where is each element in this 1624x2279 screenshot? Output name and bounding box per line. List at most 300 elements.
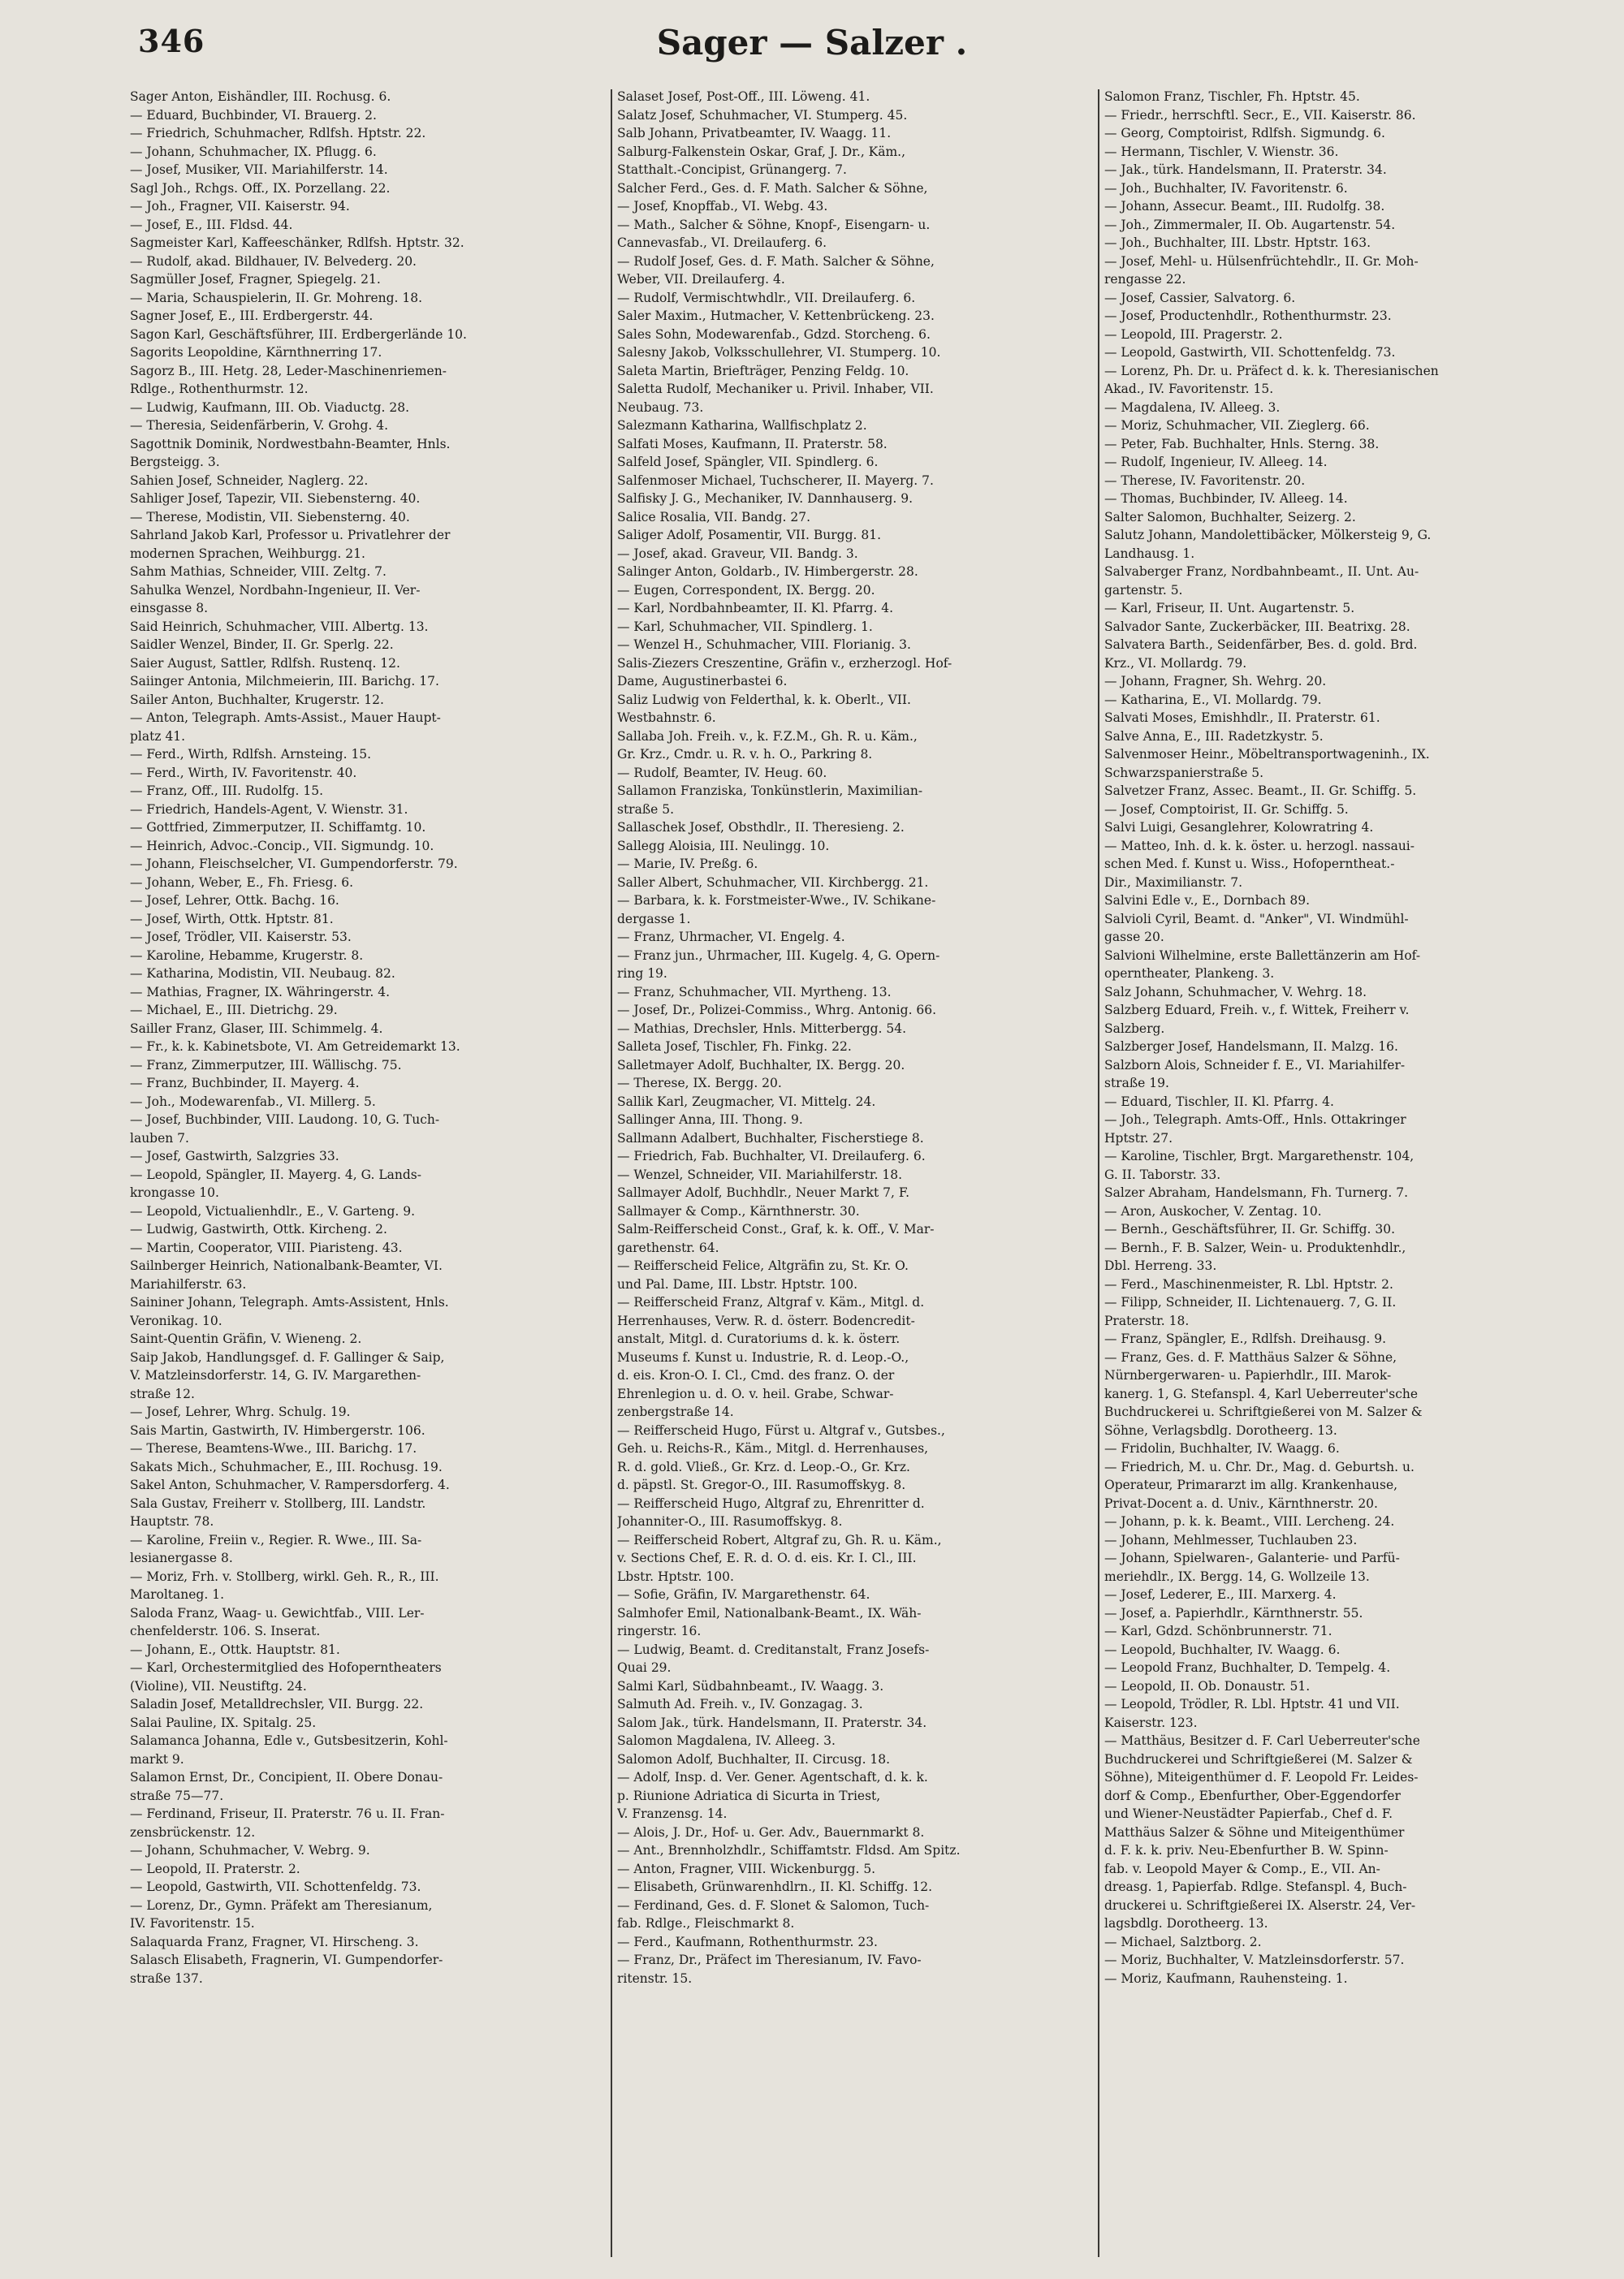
columns (130, 88, 1494, 2264)
directory-entry: Bergsteigg. 3. (130, 455, 220, 469)
directory-entry: Geh. u. Reichs-R., Käm., Mitgl. d. Herrenhauses, (617, 1441, 929, 1456)
directory-entry: zenbergstraße 14. (617, 1405, 734, 1419)
directory-entry: Sallmayer Adolf, Buchhdlr., Neuer Markt 7, F. (617, 1185, 910, 1200)
directory-entry: Sallik Karl, Zeugmacher, VI. Mittelg. 24. (617, 1094, 876, 1109)
directory-entry: — Johann, Assecur. Beamt., III. Rudolfg. 38. (1104, 199, 1385, 214)
directory-entry: — Friedrich, Fab. Buchhalter, VI. Dreilauferg. 6. (617, 1149, 926, 1163)
directory-entry: — Heinrich, Advoc.-Concip., VII. Sigmundg. 10. (130, 838, 434, 853)
directory-entry: — Johann, Spielwaren-, Galanterie- und Parfü- (1104, 1551, 1400, 1565)
directory-entry: Sahrland Jakob Karl, Professor u. Privatlehrer der (130, 528, 451, 542)
directory-entry: Neubaug. 73. (617, 399, 704, 415)
directory-entry: gasse 20. (1104, 930, 1164, 944)
directory-entry: — Leopold, II. Ob. Donaustr. 51. (1104, 1678, 1311, 1694)
directory-entry: Salfisky J. G., Mechaniker, IV. Dannhauserg. 9. (617, 491, 914, 506)
column-left (130, 88, 577, 2264)
directory-entry: — Leopold, Gastwirth, VII. Schottenfeldg. 73. (1104, 345, 1396, 360)
directory-entry: — Mathias, Fragner, IX. Währingerstr. 4. (130, 984, 391, 999)
directory-entry: ritenstr. 15. (617, 1970, 693, 1986)
directory-entry: — Aron, Auskocher, V. Zentag. 10. (1104, 1203, 1322, 1219)
directory-entry: markt 9. (130, 1751, 184, 1767)
directory-entry: Saller Albert, Schuhmacher, VII. Kirchbergg. 21. (617, 874, 929, 890)
directory-entry: fab. Rdlge., Fleischmarkt 8. (617, 1916, 795, 1931)
directory-entry: — Franz, Spängler, E., Rdlfsh. Dreihausg. 9. (1104, 1332, 1387, 1346)
directory-entry: lauben 7. (130, 1130, 189, 1146)
directory-entry: Saliger Adolf, Posamentir, VII. Burgg. 81. (617, 528, 882, 542)
directory-entry: Saloda Franz, Waag- u. Gewichtfab., VIII. Ler- (130, 1605, 425, 1621)
directory-entry: Saladin Josef, Metalldrechsler, VII. Burgg. 22. (130, 1697, 424, 1711)
directory-entry: Lbstr. Hptstr. 100. (617, 1569, 734, 1584)
directory-entry: Sallegg Aloisia, III. Neulingg. 10. (617, 838, 830, 853)
directory-entry: — Johann, E., Ottk. Hauptstr. 81. (130, 1642, 340, 1657)
page-number: 346 (138, 23, 205, 59)
directory-entry: — Moriz, Buchhalter, V. Matzleinsdorferstr. 57. (1104, 1953, 1405, 1967)
directory-entry: straße 137. (130, 1970, 203, 1986)
directory-entry: gartenstr. 5. (1104, 582, 1183, 598)
directory-entry: — Joh., Telegraph. Amts-Off., Hnls. Ottakringer (1104, 1112, 1406, 1127)
directory-entry: Sager Anton, Eishändler, III. Rochusg. 6. (130, 89, 391, 104)
directory-entry: — Friedrich, M. u. Chr. Dr., Mag. d. Geburtsh. u. (1104, 1459, 1415, 1474)
column-right (1104, 88, 1551, 2264)
directory-entry: — Joh., Buchhalter, III. Lbstr. Hptstr. 163. (1104, 235, 1371, 250)
directory-entry: — Fr., k. k. Kabinetsbote, VI. Am Getreidemarkt 13. (130, 1039, 460, 1054)
directory-entry: — Johann, Schuhmacher, V. Webrg. 9. (130, 1843, 370, 1858)
directory-entry: — Leopold, II. Praterstr. 2. (130, 1861, 300, 1876)
directory-entry: — Joh., Zimmermaler, II. Ob. Augartenstr. 54. (1104, 217, 1396, 232)
directory-entry: Salzberg. (1104, 1021, 1165, 1036)
directory-entry: — Ludwig, Gastwirth, Ottk. Kircheng. 2. (130, 1222, 387, 1237)
directory-entry: — Friedrich, Schuhmacher, Rdlfsh. Hptstr. 22. (130, 126, 426, 140)
directory-entry: — Eduard, Tischler, II. Kl. Pfarrg. 4. (1104, 1094, 1334, 1109)
directory-entry: — Karoline, Tischler, Brgt. Margarethenstr. 104, (1104, 1149, 1415, 1163)
directory-entry: — Anton, Telegraph. Amts-Assist., Mauer Haupt- (130, 710, 441, 725)
directory-entry: — Johann, Mehlmesser, Tuchlauben 23. (1104, 1532, 1358, 1547)
column-middle (617, 88, 1064, 2264)
directory-entry: Salvetzer Franz, Assec. Beamt., II. Gr. Schiffg. 5. (1104, 783, 1417, 798)
directory-entry: — Bernh., F. B. Salzer, Wein- u. Produktenhdlr., (1104, 1240, 1406, 1255)
directory-entry: einsgasse 8. (130, 601, 209, 615)
directory-entry: — Barbara, k. k. Forstmeister-Wwe., IV. Schikane- (617, 893, 936, 908)
directory-entry: Salfenmoser Michael, Tuchscherer, II. Mayerg. 7. (617, 473, 934, 488)
directory-entry: — Ferd., Maschinenmeister, R. Lbl. Hptstr. 2. (1104, 1276, 1393, 1292)
directory-entry: Salletmayer Adolf, Buchhalter, IX. Bergg. 20. (617, 1057, 905, 1073)
directory-entry: Saidler Wenzel, Binder, II. Gr. Sperlg. 22. (130, 637, 394, 652)
directory-entry: — Karl, Nordbahnbeamter, II. Kl. Pfarrg. 4. (617, 601, 894, 615)
directory-entry: — Rudolf, Ingenieur, IV. Alleeg. 14. (1104, 455, 1328, 469)
directory-entry: straße 12. (130, 1386, 195, 1401)
directory-entry: Sagl Joh., Rchgs. Off., IX. Porzellang. 22. (130, 180, 391, 196)
directory-entry: — Josef, Mehl- u. Hülsenfrüchtehdlr., II. Gr. Moh- (1104, 253, 1419, 269)
directory-entry: — Johann, Fragner, Sh. Wehrg. 20. (1104, 674, 1327, 688)
directory-entry: Saier August, Sattler, Rdlfsh. Rustenq. 12. (130, 655, 400, 671)
directory-entry: (Violine), VII. Neustiftg. 24. (130, 1678, 307, 1694)
directory-entry: Sagottnik Dominik, Nordwestbahn-Beamter, Hnls. (130, 436, 451, 451)
directory-entry: Salai Pauline, IX. Spitalg. 25. (130, 1715, 317, 1730)
directory-entry: — Theresia, Seidenfärberin, V. Grohg. 4. (130, 418, 389, 433)
directory-entry: fab. v. Leopold Mayer & Comp., E., VII. An- (1104, 1861, 1380, 1876)
directory-entry: — Thomas, Buchbinder, IV. Alleeg. 14. (1104, 491, 1348, 506)
directory-entry: — Gottfried, Zimmerputzer, II. Schiffamtg. 10. (130, 820, 426, 835)
directory-entry: Museums f. Kunst u. Industrie, R. d. Leop.-O., (617, 1349, 909, 1365)
directory-entry: — Ludwig, Kaufmann, III. Ob. Viaductg. 28. (130, 399, 409, 415)
directory-entry: Salcher Ferd., Ges. d. F. Math. Salcher & Söhne, (617, 180, 928, 196)
directory-entry: d. eis. Kron-O. I. Cl., Cmd. des franz. O. der (617, 1368, 895, 1383)
directory-entry: Sahien Josef, Schneider, Naglerg. 22. (130, 473, 369, 488)
directory-entry: Salzberg Eduard, Freih. v., f. Wittek, Freiherr v. (1104, 1003, 1410, 1017)
directory-entry: Saip Jakob, Handlungsgef. d. F. Gallinger & Saip, (130, 1349, 445, 1365)
directory-entry: Dir., Maximilianstr. 7. (1104, 874, 1243, 890)
directory-entry: — Josef, Buchbinder, VIII. Laudong. 10, G. Tuch- (130, 1112, 440, 1127)
directory-entry: Salvioli Cyril, Beamt. d. "Anker", VI. Windmühl- (1104, 911, 1409, 926)
directory-entry: Dame, Augustinerbastei 6. (617, 674, 788, 688)
directory-entry: R. d. gold. Vließ., Gr. Krz. d. Leop.-O., Gr. Krz. (617, 1459, 910, 1474)
directory-entry: anstalt, Mitgl. d. Curatoriums d. k. k. österr. (617, 1332, 901, 1346)
directory-entry: modernen Sprachen, Weihburgg. 21. (130, 546, 365, 561)
directory-entry: — Johann, Schuhmacher, IX. Pflugg. 6. (130, 144, 377, 159)
directory-entry: — Georg, Comptoirist, Rdlfsh. Sigmundg. 6. (1104, 126, 1385, 140)
directory-entry: — Johann, Fleischselcher, VI. Gumpendorferstr. 79. (130, 857, 458, 871)
directory-entry: lagsbdlg. Dorotheerg. 13. (1104, 1916, 1268, 1931)
directory-entry: — Sofie, Gräfin, IV. Margarethenstr. 64. (617, 1587, 870, 1602)
directory-entry: — Karl, Friseur, II. Unt. Augartenstr. 5. (1104, 601, 1355, 615)
directory-entry: — Franz, Ges. d. F. Matthäus Salzer & Söhne, (1104, 1349, 1397, 1365)
directory-entry: dergasse 1. (617, 911, 691, 926)
directory-entry: lesianergasse 8. (130, 1551, 233, 1565)
directory-entry: — Rudolf, Vermischtwhdlr., VII. Dreilauferg. 6. (617, 290, 916, 305)
directory-entry: operntheater, Plankeng. 3. (1104, 966, 1275, 981)
directory-entry: — Matteo, Inh. d. k. k. öster. u. herzogl. nassaui- (1104, 838, 1415, 853)
directory-entry: platz 41. (130, 728, 186, 744)
directory-entry: p. Riunione Adriatica di Sicurta in Triest, (617, 1788, 881, 1803)
directory-entry: Salfeld Josef, Spängler, VII. Spindlerg. 6. (617, 455, 879, 469)
directory-entry: — Josef, Productenhdlr., Rothenthurmstr. 23. (1104, 309, 1392, 323)
directory-entry: Hptstr. 27. (1104, 1130, 1173, 1146)
directory-entry: Statthalt.-Concipist, Grünangerg. 7. (617, 162, 847, 177)
directory-entry: Salmhofer Emil, Nationalbank-Beamt., IX. Wäh- (617, 1605, 922, 1621)
directory-entry: — Lorenz, Dr., Gymn. Präfekt am Theresianum, (130, 1897, 433, 1913)
directory-entry: — Michael, Salztborg. 2. (1104, 1934, 1262, 1949)
directory-entry: meriehdlr., IX. Bergg. 14, G. Wollzeile 13. (1104, 1569, 1370, 1584)
directory-entry: — Josef, E., III. Fldsd. 44. (130, 217, 293, 232)
directory-entry: — Josef, Dr., Polizei-Commiss., Whrg. Antonig. 66. (617, 1003, 937, 1017)
directory-entry: — Karl, Schuhmacher, VII. Spindlerg. 1. (617, 619, 873, 634)
directory-entry: Salvador Sante, Zuckerbäcker, III. Beatrixg. 28. (1104, 619, 1410, 634)
directory-entry: Salvioni Wilhelmine, erste Ballettänzerin am Hof- (1104, 947, 1421, 963)
directory-entry: straße 75—77. (130, 1788, 224, 1803)
directory-entry: Sala Gustav, Freiherr v. Stollberg, III. Landstr. (130, 1496, 426, 1511)
directory-entry: Sallamon Franziska, Tonkünstlerin, Maximilian- (617, 783, 923, 798)
directory-entry: Operateur, Primararzt im allg. Krankenhause, (1104, 1478, 1398, 1492)
directory-entry: Söhne), Miteigenthümer d. F. Leopold Fr. Leides- (1104, 1770, 1419, 1785)
directory-entry: — Josef, Trödler, VII. Kaiserstr. 53. (130, 930, 352, 944)
directory-entry: Mariahilferstr. 63. (130, 1276, 247, 1292)
directory-entry: Salzberger Josef, Handelsmann, II. Malzg. 16. (1104, 1039, 1398, 1054)
directory-entry: Gr. Krz., Cmdr. u. R. v. h. O., Parkring 8. (617, 747, 873, 762)
directory-entry: V. Matzleinsdorferstr. 14, G. IV. Margarethen- (130, 1368, 421, 1383)
directory-entry: — Moriz, Frh. v. Stollberg, wirkl. Geh. R., R., III. (130, 1569, 439, 1584)
directory-entry: kanerg. 1, G. Stefanspl. 4, Karl Ueberreuter'sche (1104, 1386, 1419, 1401)
directory-entry: — Mathias, Drechsler, Hnls. Mitterbergg. 54. (617, 1021, 907, 1036)
directory-entry: Sagorz B., III. Hetg. 28, Leder-Maschinenriemen- (130, 363, 447, 378)
directory-entry: Salvenmoser Heinr., Möbeltransportwageninh., IX. (1104, 747, 1430, 762)
directory-entry: Salfati Moses, Kaufmann, II. Praterstr. 58. (617, 436, 888, 451)
directory-entry: — Josef, a. Papierhdlr., Kärnthnerstr. 55. (1104, 1605, 1363, 1621)
directory-entry: — Johann, p. k. k. Beamt., VIII. Lercheng. 24. (1104, 1514, 1395, 1529)
directory-entry: Salis-Ziezers Creszentine, Gräfin v., erzherzogl. Hof- (617, 655, 952, 671)
directory-entry: — Fridolin, Buchhalter, IV. Waagg. 6. (1104, 1441, 1340, 1456)
directory-entry: d. F. k. k. priv. Neu-Ebenfurther B. W. Spinn- (1104, 1843, 1389, 1858)
directory-entry: Salasch Elisabeth, Fragnerin, VI. Gumpendorfer- (130, 1953, 443, 1967)
directory-entry: — Leopold, Trödler, R. Lbl. Hptstr. 41 und VII. (1104, 1697, 1400, 1711)
directory-entry: Maroltaneg. 1. (130, 1587, 225, 1602)
directory-entry: krongasse 10. (130, 1185, 219, 1200)
directory-entry: — Leopold, III. Pragerstr. 2. (1104, 326, 1283, 342)
directory-entry: Saint-Quentin Gräfin, V. Wieneng. 2. (130, 1332, 362, 1346)
directory-entry: — Reifferscheid Hugo, Fürst u. Altgraf v., Gutsbes., (617, 1422, 945, 1438)
directory-entry: Sailer Anton, Buchhalter, Krugerstr. 12. (130, 692, 384, 707)
directory-entry: Buchdruckerei und Schriftgießerei (M. Salzer & (1104, 1751, 1413, 1767)
directory-entry: Salom Jak., türk. Handelsmann, II. Praterstr. 34. (617, 1715, 927, 1730)
directory-entry: — Josef, Comptoirist, II. Gr. Schiffg. 5. (1104, 801, 1349, 817)
directory-entry: — Moriz, Kaufmann, Rauhensteing. 1. (1104, 1970, 1348, 1986)
directory-entry: Salatz Josef, Schuhmacher, VI. Stumperg. 45. (617, 107, 908, 123)
directory-entry: — Math., Salcher & Söhne, Knopf-, Eisengarn- u. (617, 217, 931, 232)
directory-entry: Buchdruckerei u. Schriftgießerei von M. Salzer & (1104, 1405, 1423, 1419)
directory-entry: Ehrenlegion u. d. O. v. heil. Grabe, Schwar- (617, 1386, 894, 1401)
running-head: Sager — Salzer . (656, 23, 968, 63)
directory-entry: — Maria, Schauspielerin, II. Gr. Mohreng. 18. (130, 290, 423, 305)
directory-entry: Salburg-Falkenstein Oskar, Graf, J. Dr., Käm., (617, 144, 906, 159)
directory-entry: — Josef, Musiker, VII. Mariahilferstr. 14. (130, 162, 388, 177)
directory-entry: Salb Johann, Privatbeamter, IV. Waagg. 11. (617, 126, 892, 140)
directory-entry: — Lorenz, Ph. Dr. u. Präfect d. k. k. Theresianischen (1104, 363, 1439, 378)
directory-entry: Salvatera Barth., Seidenfärber, Bes. d. gold. Brd. (1104, 637, 1418, 652)
directory-entry: v. Sections Chef, E. R. d. O. d. eis. Kr. I. Cl., III. (617, 1551, 917, 1565)
directory-entry: — Friedr., herrschftl. Secr., E., VII. Kaiserstr. 86. (1104, 107, 1416, 123)
directory-entry: — Rudolf, akad. Bildhauer, IV. Belvederg. 20. (130, 253, 417, 269)
directory-entry: Salinger Anton, Goldarb., IV. Himbergerstr. 28. (617, 564, 918, 579)
directory-entry: Sakel Anton, Schuhmacher, V. Rampersdorferg. 4. (130, 1478, 450, 1492)
directory-entry: — Josef, Lehrer, Ottk. Bachg. 16. (130, 893, 339, 908)
directory-entry: G. II. Taborstr. 33. (1104, 1167, 1221, 1182)
directory-entry: Sallaba Joh. Freih. v., k. F.Z.M., Gh. R. u. Käm., (617, 728, 918, 744)
directory-entry: Salter Salomon, Buchhalter, Seizerg. 2. (1104, 509, 1356, 524)
directory-entry: — Therese, IV. Favoritenstr. 20. (1104, 473, 1306, 488)
directory-entry: Akad., IV. Favoritenstr. 15. (1104, 382, 1274, 396)
directory-entry: — Reifferscheid Felice, Altgräfin zu, St. Kr. O. (617, 1258, 909, 1273)
directory-entry: — Magdalena, IV. Alleeg. 3. (1104, 399, 1281, 415)
directory-entry: Salleta Josef, Tischler, Fh. Finkg. 22. (617, 1039, 852, 1054)
directory-entry: — Ludwig, Beamt. d. Creditanstalt, Franz Josefs- (617, 1642, 930, 1657)
directory-entry: — Katharina, E., VI. Mollardg. 79. (1104, 692, 1322, 707)
directory-entry: — Franz, Zimmerputzer, III. Wällischg. 75. (130, 1057, 402, 1073)
directory-entry: Rdlge., Rothenthurmstr. 12. (130, 382, 309, 396)
directory-entry: chenfelderstr. 106. S. Inserat. (130, 1624, 321, 1638)
directory-entry: — Karoline, Freiin v., Regier. R. Wwe., III. Sa- (130, 1532, 422, 1547)
directory-entry: Sagmeister Karl, Kaffeeschänker, Rdlfsh. Hptstr. 32. (130, 235, 464, 250)
directory-entry: — Rudolf Josef, Ges. d. F. Math. Salcher & Söhne, (617, 253, 935, 269)
directory-entry: zensbrückenstr. 12. (130, 1824, 256, 1840)
directory-entry: Sahulka Wenzel, Nordbahn-Ingenieur, II. Ver- (130, 582, 421, 598)
directory-entry: — Eduard, Buchbinder, VI. Brauerg. 2. (130, 107, 377, 123)
directory-entry: schen Med. f. Kunst u. Wiss., Hofoperntheat.- (1104, 857, 1395, 871)
directory-entry: — Karl, Orchestermitglied des Hofoperntheaters (130, 1660, 442, 1675)
directory-entry: Salezmann Katharina, Wallfischplatz 2. (617, 418, 867, 433)
directory-entry: Salamanca Johanna, Edle v., Gutsbesitzerin, Kohl- (130, 1733, 448, 1748)
directory-entry: — Marie, IV. Preßg. 6. (617, 857, 758, 871)
directory-entry: — Ferd., Wirth, IV. Favoritenstr. 40. (130, 765, 357, 780)
directory-entry: — Wenzel, Schneider, VII. Mariahilferstr. 18. (617, 1167, 903, 1182)
directory-entry: Sailnberger Heinrich, Nationalbank-Beamter, VI. (130, 1258, 443, 1273)
directory-entry: — Reifferscheid Franz, Altgraf v. Käm., Mitgl. d. (617, 1295, 925, 1310)
directory-entry: Saininer Johann, Telegraph. Amts-Assistent, Hnls. (130, 1295, 449, 1310)
directory-entry: Sallmayer & Comp., Kärnthnerstr. 30. (617, 1203, 860, 1219)
directory-entry: Johanniter-O., III. Rasumoffskyg. 8. (617, 1514, 843, 1529)
directory-entry: — Franz, Schuhmacher, VII. Myrtheng. 13. (617, 984, 892, 999)
directory-entry: — Peter, Fab. Buchhalter, Hnls. Sterng. 38. (1104, 436, 1380, 451)
directory-entry: — Adolf, Insp. d. Ver. Gener. Agentschaft, d. k. k. (617, 1770, 928, 1785)
directory-entry: Salmi Karl, Südbahnbeamt., IV. Waagg. 3. (617, 1678, 884, 1694)
directory-entry: — Filipp, Schneider, II. Lichtenauerg. 7, G. II. (1104, 1295, 1397, 1310)
directory-entry: — Therese, Beamtens-Wwe., III. Barichg. 17. (130, 1441, 417, 1456)
directory-entry: — Reifferscheid Hugo, Altgraf zu, Ehrenritter d. (617, 1496, 925, 1511)
directory-entry: Salvini Edle v., E., Dornbach 89. (1104, 893, 1311, 908)
directory-entry: — Katharina, Modistin, VII. Neubaug. 82. (130, 966, 395, 981)
directory-entry: — Jak., türk. Handelsmann, II. Praterstr. 34. (1104, 162, 1387, 177)
directory-entry: Quai 29. (617, 1660, 672, 1675)
directory-entry: Salz Johann, Schuhmacher, V. Wehrg. 18. (1104, 984, 1367, 999)
directory-entry: — Eugen, Correspondent, IX. Bergg. 20. (617, 582, 875, 598)
directory-entry: Sailler Franz, Glaser, III. Schimmelg. 4. (130, 1021, 383, 1036)
directory-entry: — Josef, Wirth, Ottk. Hptstr. 81. (130, 911, 334, 926)
directory-entry: Kaiserstr. 123. (1104, 1715, 1198, 1730)
directory-entry: — Josef, Lederer, E., III. Marxerg. 4. (1104, 1587, 1337, 1602)
directory-entry: — Karl, Gdzd. Schönbrunnerstr. 71. (1104, 1624, 1332, 1638)
directory-entry: Westbahnstr. 6. (617, 710, 716, 725)
directory-entry: Salaquarda Franz, Fragner, VI. Hirscheng. 3. (130, 1934, 419, 1949)
directory-entry: — Franz, Uhrmacher, VI. Engelg. 4. (617, 930, 845, 944)
directory-entry: — Joh., Buchhalter, IV. Favoritenstr. 6. (1104, 180, 1348, 196)
directory-entry: und Wiener-Neustädter Papierfab., Chef d. F. (1104, 1806, 1393, 1821)
directory-entry: Weber, VII. Dreilauferg. 4. (617, 272, 785, 287)
directory-entry: — Leopold, Buchhalter, IV. Waagg. 6. (1104, 1642, 1341, 1657)
directory-entry: Salamon Ernst, Dr., Concipient, II. Obere Donau- (130, 1770, 443, 1785)
directory-entry: — Leopold Franz, Buchhalter, D. Tempelg. 4. (1104, 1660, 1391, 1675)
directory-entry: Sahliger Josef, Tapezir, VII. Siebensterng. 40. (130, 491, 421, 506)
directory-entry: Krz., VI. Mollardg. 79. (1104, 655, 1247, 671)
directory-entry: Matthäus Salzer & Söhne und Miteigenthümer (1104, 1824, 1405, 1840)
directory-entry: — Franz, Dr., Präfect im Theresianum, IV. Favo- (617, 1953, 922, 1967)
directory-entry: Salvaberger Franz, Nordbahnbeamt., II. Unt. Au- (1104, 564, 1419, 579)
directory-entry: — Therese, IX. Bergg. 20. (617, 1076, 782, 1090)
directory-entry: Salutz Johann, Mandolettibäcker, Mölkersteig 9, G. (1104, 528, 1432, 542)
directory-entry: — Franz jun., Uhrmacher, III. Kugelg. 4, G. Opern- (617, 947, 940, 963)
directory-entry: Hauptstr. 78. (130, 1514, 214, 1529)
directory-entry: straße 19. (1104, 1076, 1169, 1090)
directory-entry: Sais Martin, Gastwirth, IV. Himbergerstr. 106. (130, 1422, 425, 1438)
directory-entry: — Friedrich, Handels-Agent, V. Wienstr. 31. (130, 801, 408, 817)
directory-entry: ring 19. (617, 966, 667, 981)
directory-entry: Salice Rosalia, VII. Bandg. 27. (617, 509, 811, 524)
directory-entry: Sagmüller Josef, Fragner, Spiegelg. 21. (130, 272, 381, 287)
directory-entry: Salzborn Alois, Schneider f. E., VI. Mariahilfer- (1104, 1057, 1406, 1073)
directory-entry: — Ferd., Wirth, Rdlfsh. Arnsteing. 15. (130, 747, 372, 762)
directory-entry: — Johann, Weber, E., Fh. Friesg. 6. (130, 874, 354, 890)
directory-entry: dreasg. 1, Papierfab. Rdlge. Stefanspl. 4, Buch- (1104, 1880, 1407, 1894)
directory-entry: Salm-Reifferscheid Const., Graf, k. k. Off., V. Mar- (617, 1222, 935, 1237)
directory-entry: Saiinger Antonia, Milchmeierin, III. Barichg. 17. (130, 674, 439, 688)
directory-entry: — Hermann, Tischler, V. Wienstr. 36. (1104, 144, 1339, 159)
directory-entry: — Karoline, Hebamme, Krugerstr. 8. (130, 947, 364, 963)
directory-entry: — Martin, Cooperator, VIII. Piaristeng. 43. (130, 1240, 403, 1255)
directory-entry: V. Franzensg. 14. (617, 1806, 728, 1821)
directory-entry: garethenstr. 64. (617, 1240, 719, 1255)
directory-entry: Saler Maxim., Hutmacher, V. Kettenbrückeng. 23. (617, 309, 935, 323)
directory-entry: Sallinger Anna, III. Thong. 9. (617, 1112, 803, 1127)
directory-entry: Landhausg. 1. (1104, 546, 1195, 561)
directory-entry: — Josef, akad. Graveur, VII. Bandg. 3. (617, 546, 858, 561)
directory-entry: — Reifferscheid Robert, Altgraf zu, Gh. R. u. Käm., (617, 1532, 942, 1547)
directory-entry: ringerstr. 16. (617, 1624, 702, 1638)
directory-entry: Söhne, Verlagsbdlg. Dorotheerg. 13. (1104, 1422, 1337, 1438)
directory-entry: — Matthäus, Besitzer d. F. Carl Ueberreuter'sche (1104, 1733, 1420, 1748)
directory-entry: Salvi Luigi, Gesanglehrer, Kolowratring 4. (1104, 820, 1374, 835)
directory-entry: Sallaschek Josef, Obsthdlr., II. Theresieng. 2. (617, 820, 905, 835)
directory-entry: — Franz, Off., III. Rudolfg. 15. (130, 783, 324, 798)
directory-entry: — Wenzel H., Schuhmacher, VIII. Florianig. 3. (617, 637, 911, 652)
directory-entry: Sagon Karl, Geschäftsführer, III. Erdbergerlände 10. (130, 326, 467, 342)
directory-entry: — Rudolf, Beamter, IV. Heug. 60. (617, 765, 827, 780)
directory-entry: — Josef, Knopffab., VI. Webg. 43. (617, 199, 828, 214)
directory-entry: — Leopold, Victualienhdlr., E., V. Garteng. 9. (130, 1203, 416, 1219)
directory-entry: — Josef, Gastwirth, Salzgries 33. (130, 1149, 339, 1163)
directory-entry: — Leopold, Spängler, II. Mayerg. 4, G. Lands- (130, 1167, 421, 1182)
directory-entry: — Anton, Fragner, VIII. Wickenburgg. 5. (617, 1861, 876, 1876)
directory-entry: Salzer Abraham, Handelsmann, Fh. Turnerg. 7. (1104, 1185, 1408, 1200)
directory-entry: Salomon Magdalena, IV. Alleeg. 3. (617, 1733, 836, 1748)
directory-entry: — Ferdinand, Friseur, II. Praterstr. 76 u. II. Fran- (130, 1806, 445, 1821)
directory-entry: Salaset Josef, Post-Off., III. Löweng. 41. (617, 89, 870, 104)
directory-entry: — Alois, J. Dr., Hof- u. Ger. Adv., Bauernmarkt 8. (617, 1824, 925, 1840)
directory-entry: — Michael, E., III. Dietrichg. 29. (130, 1003, 338, 1017)
directory-entry: — Franz, Buchbinder, II. Mayerg. 4. (130, 1076, 360, 1090)
directory-entry: Saletta Rudolf, Mechaniker u. Privil. Inhaber, VII. (617, 382, 934, 396)
directory-entry: Salmuth Ad. Freih. v., IV. Gonzagag. 3. (617, 1697, 863, 1711)
directory-entry: d. päpstl. St. Gregor-O., III. Rasumoffskyg. 8. (617, 1478, 906, 1492)
directory-entry: Sales Sohn, Modewarenfab., Gdzd. Storcheng. 6. (617, 326, 931, 342)
directory-entry: Schwarzspanierstraße 5. (1104, 765, 1264, 780)
directory-entry: dorf & Comp., Ebenfurther, Ober-Eggendorfer (1104, 1788, 1401, 1803)
directory-entry: IV. Favoritenstr. 15. (130, 1916, 255, 1931)
directory-entry: Saleta Martin, Briefträger, Penzing Feldg. 10. (617, 363, 909, 378)
directory-entry: — Elisabeth, Grünwarenhdlrn., II. Kl. Schiffg. 12. (617, 1880, 933, 1894)
directory-entry: Sagorits Leopoldine, Kärnthnerring 17. (130, 345, 382, 360)
directory-entry: Salomon Adolf, Buchhalter, II. Circusg. 18. (617, 1751, 891, 1767)
directory-entry: straße 5. (617, 801, 675, 817)
directory-entry: Sahm Mathias, Schneider, VIII. Zeltg. 7. (130, 564, 387, 579)
directory-entry: Sakats Mich., Schuhmacher, E., III. Rochusg. 19. (130, 1459, 443, 1474)
directory-entry: — Bernh., Geschäftsführer, II. Gr. Schiffg. 30. (1104, 1222, 1396, 1237)
directory-entry: Herrenhauses, Verw. R. d. österr. Bodencredit- (617, 1313, 915, 1328)
directory-entry: — Moriz, Schuhmacher, VII. Zieglerg. 66. (1104, 418, 1370, 433)
directory-entry: — Therese, Modistin, VII. Siebensterng. 40. (130, 509, 410, 524)
directory-entry: Veronikag. 10. (130, 1313, 222, 1328)
directory-entry: — Ant., Brennholzhdlr., Schiffamtstr. Fldsd. Am Spitz. (617, 1843, 961, 1858)
directory-entry: Dbl. Herreng. 33. (1104, 1258, 1217, 1273)
directory-entry: Salvati Moses, Emishhdlr., II. Praterstr. 61. (1104, 710, 1380, 725)
directory-entry: druckerei u. Schriftgießerei IX. Alserstr. 24, Ver- (1104, 1897, 1416, 1913)
directory-entry: — Leopold, Gastwirth, VII. Schottenfeldg. 73. (130, 1880, 421, 1894)
directory-entry: Nürnbergerwaren- u. Papierhdlr., III. Marok- (1104, 1368, 1392, 1383)
